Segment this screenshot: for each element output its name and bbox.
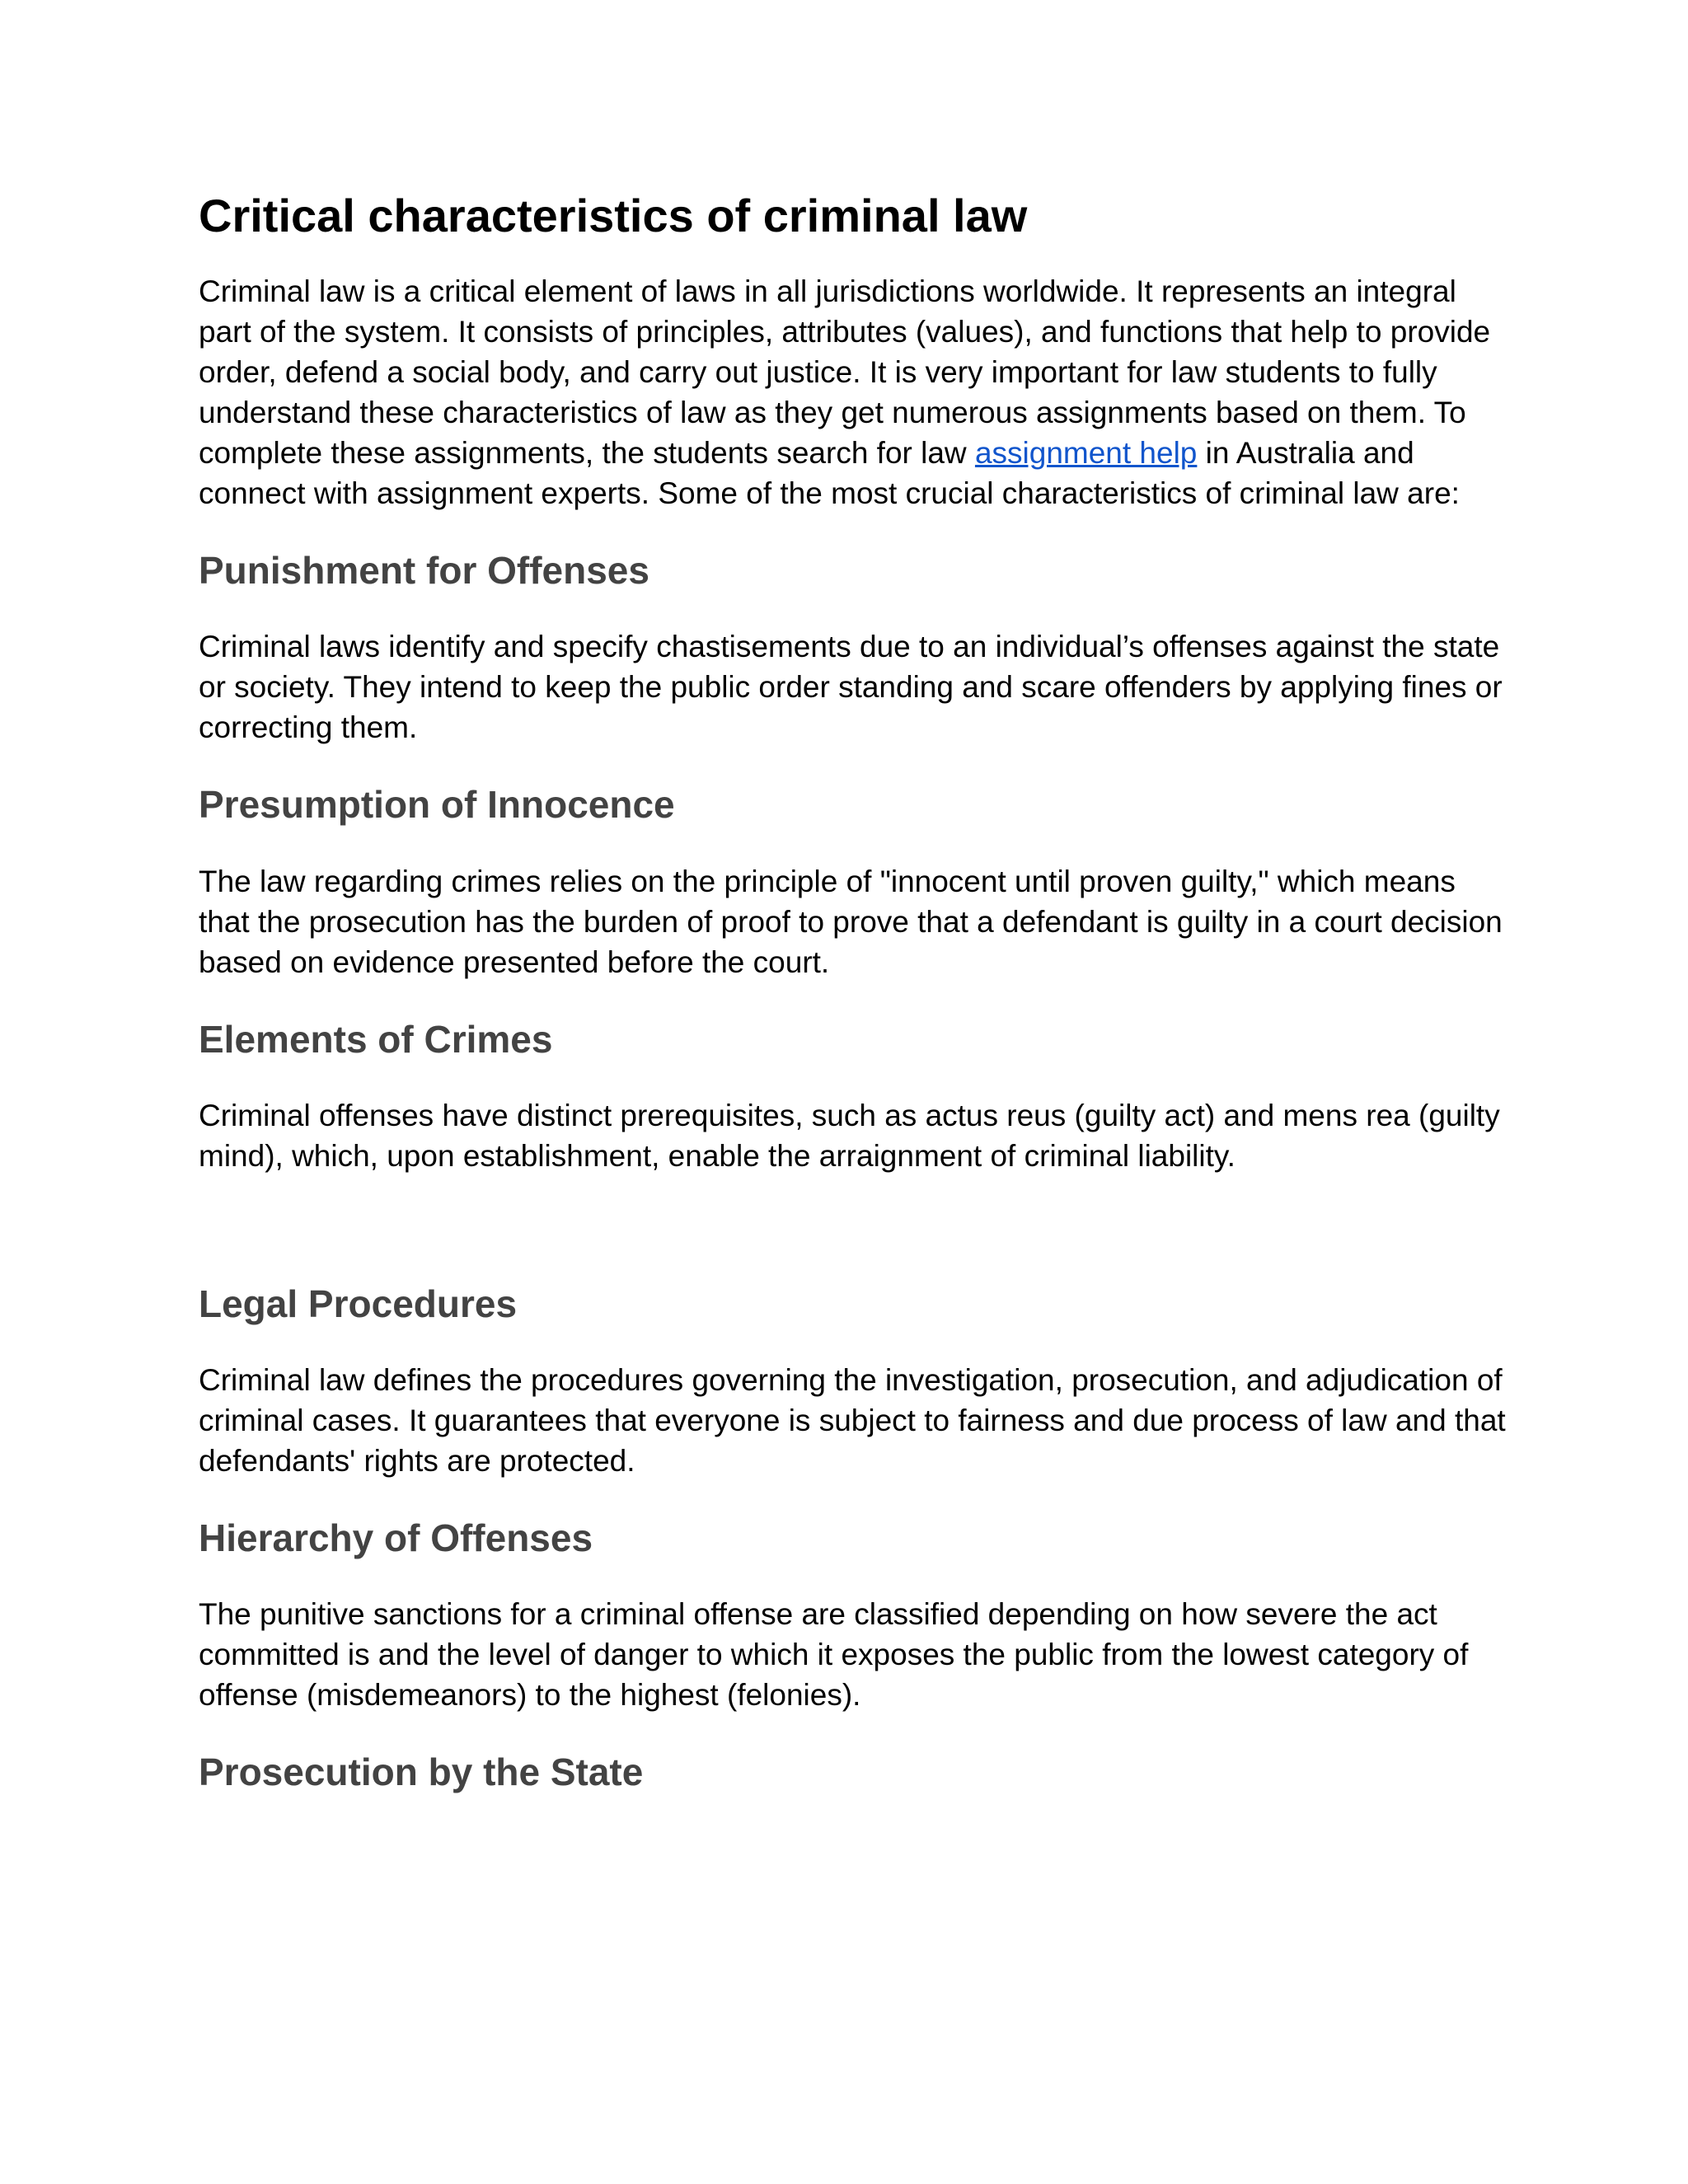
section-elements-of-crimes	[199, 1017, 1509, 1176]
section-body: Criminal laws identify and specify chastisements due to an individual’s offenses against the state or society. They intend to keep the public order standing and scare offenders by applying fines or correcting them.	[199, 630, 1503, 745]
section-prosecution-by-the-state	[199, 1750, 1509, 1795]
section-legal-procedures	[199, 1282, 1509, 1481]
section-body: The punitive sanctions for a criminal offense are classified depending on how severe the act committed is and the level of danger to which it exposes the public from the lowest category of offense (misdemeanors) to the highest (felonies).	[199, 1597, 1469, 1713]
section-heading: Hierarchy of Offenses	[199, 1516, 593, 1559]
page-title: Critical characteristics of criminal law	[199, 190, 1028, 241]
section-presumption-of-innocence	[199, 782, 1509, 982]
section-heading: Prosecution by the State	[199, 1750, 644, 1794]
section-heading: Elements of Crimes	[199, 1017, 553, 1061]
section-heading: Punishment for Offenses	[199, 549, 649, 593]
intro-text-after-link: in Australia and connect with assignment experts. Some of the most crucial characteristics of criminal law are:	[199, 436, 1460, 511]
section-body: The law regarding crimes relies on the principle of "innocent until proven guilty," which means that the prosecution has the burden of proof to prove that a defendant is guilty in a court decision based on evidence presented before the court.	[199, 864, 1503, 979]
section-body: Criminal offenses have distinct prerequisites, such as actus reus (guilty act) and mens rea (guilty mind), which, upon establishment, enable the arraignment of criminal liability.	[199, 1098, 1500, 1173]
section-hierarchy-of-offenses	[199, 1516, 1509, 1715]
assignment-help-link[interactable]: assignment help	[974, 436, 1198, 471]
document-content	[199, 188, 1509, 1795]
section-heading: Presumption of Innocence	[199, 783, 675, 827]
section-heading: Legal Procedures	[199, 1282, 518, 1325]
intro-paragraph	[199, 271, 1509, 513]
section-punishment-for-offenses	[199, 548, 1509, 748]
section-body: Criminal law defines the procedures governing the investigation, prosecution, and adjudication of criminal cases. It guarantees that everyone is subject to fairness and due process of law and that defendants' rights are protected.	[199, 1362, 1506, 1478]
intro-text-before-link: Criminal law is a critical element of laws in all jurisdictions worldwide. It represents an integral part of the system. It consists of principles, attributes (values), and functions that help to provide order, defend a social body, and carry out justice. It is very important for law students to fully understand these characteristics of law as they get numerous assignments based on them. To complete these assignments, the students search for law	[199, 274, 1491, 471]
